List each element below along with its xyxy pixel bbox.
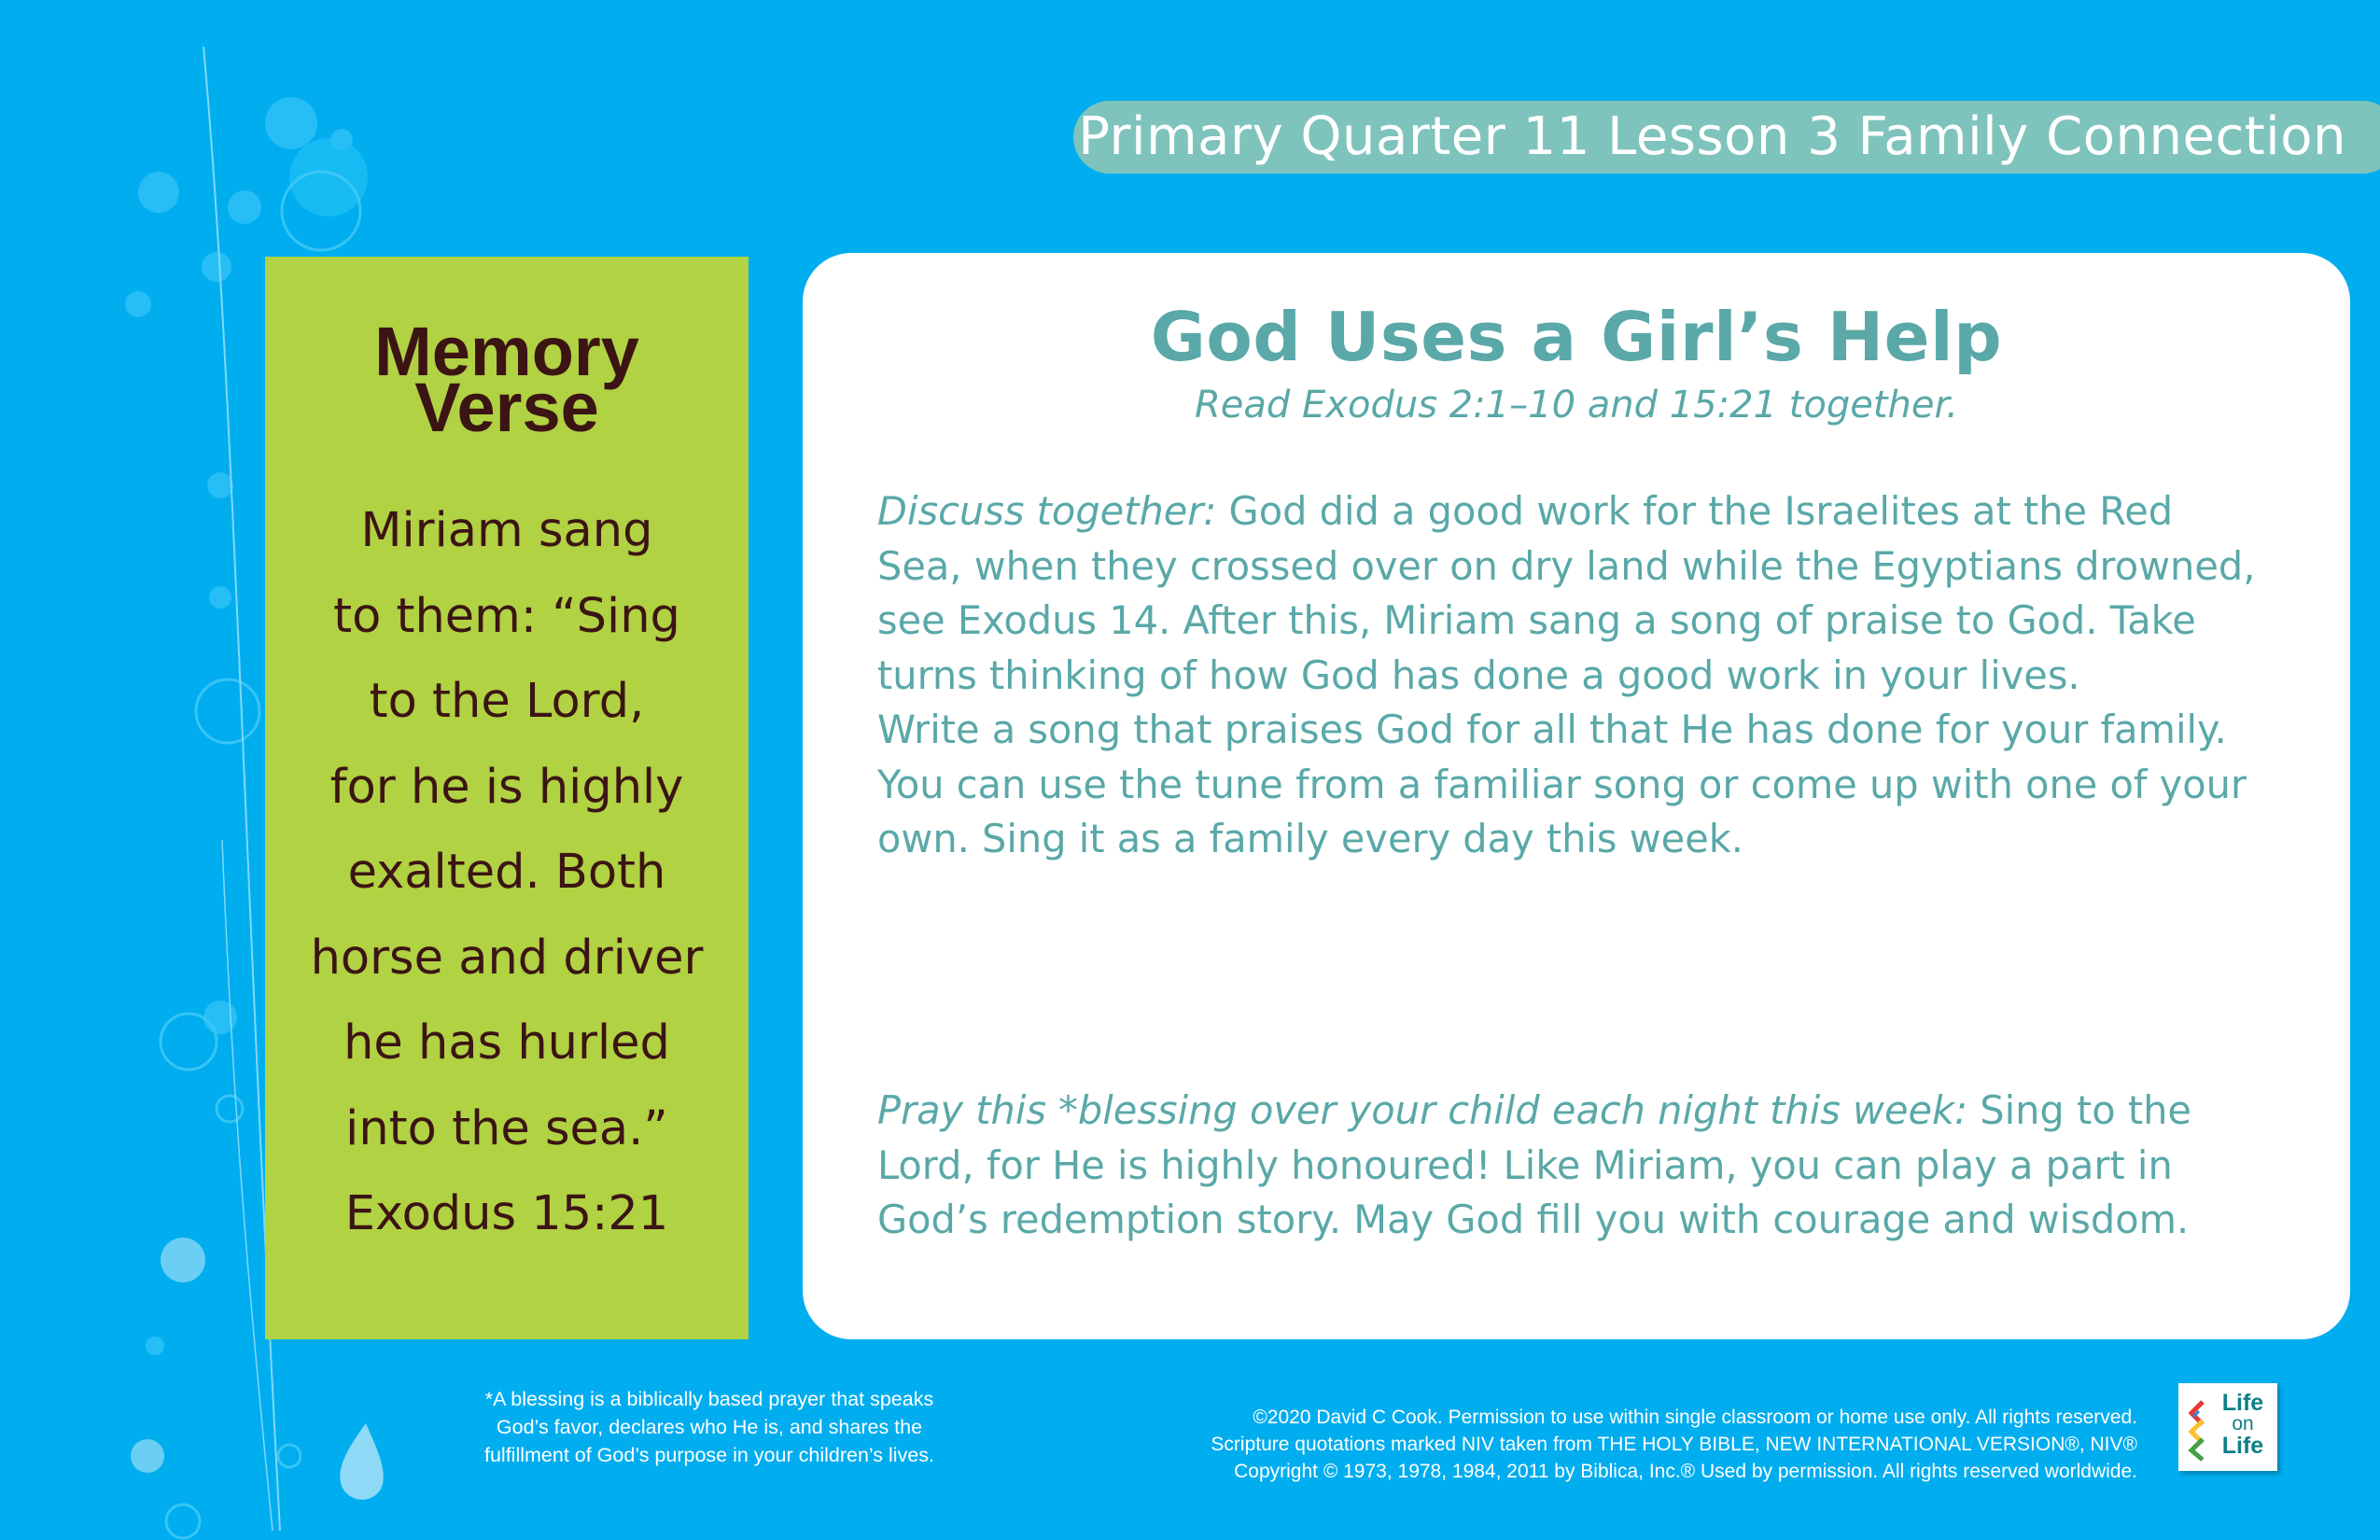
discuss-label: Discuss together:: [877, 488, 1217, 534]
verse-line: to them: “Sing: [333, 588, 680, 644]
logo-line: Life: [2221, 1390, 2264, 1416]
verse-line: for he is highly: [329, 759, 684, 815]
logo-line: Life: [2221, 1433, 2264, 1459]
memory-verse-text: [265, 488, 749, 1257]
activity-paragraph: [877, 703, 2315, 867]
memory-title-line: Memory: [374, 313, 639, 390]
copyright-notice: [1211, 1404, 2137, 1485]
memory-title-line: Verse: [414, 369, 599, 446]
discuss-paragraph: [877, 484, 2315, 703]
footnote-line: God’s favor, declares who He is, and shares the: [496, 1416, 923, 1438]
header-title: Primary Quarter 11 Lesson 3 Family Connection: [1078, 106, 2346, 167]
prayer-paragraph: [877, 1084, 2315, 1248]
paragraph-line: [877, 1084, 2315, 1139]
lesson-card: [803, 253, 2350, 1339]
verse-line: to the Lord,: [369, 674, 645, 729]
prayer-label: Pray this *blessing over your child each night this week:: [877, 1087, 1968, 1133]
paragraph-line: [877, 484, 2315, 539]
paragraph-line: turns thinking of how God has done a good work in your lives.: [877, 651, 2080, 698]
verse-line: horse and driver: [310, 930, 704, 986]
footnote-line: fulfillment of God’s purpose in your children’s lives.: [484, 1444, 934, 1466]
memory-verse-panel: [265, 257, 749, 1339]
footnote-line: *A blessing is a biblically based prayer that speaks: [484, 1388, 934, 1410]
logo-text: [2212, 1391, 2274, 1458]
paragraph-text: Sing to the: [1967, 1087, 2191, 1133]
verse-line: Miriam sang: [360, 503, 653, 558]
paragraph-line: Write a song that praises God for all that He has done for your family.: [877, 707, 2227, 752]
paragraph-line: Sea, when they crossed over on dry land while the Egyptians drowned,: [877, 542, 2256, 589]
logo-stripes-icon: [2186, 1400, 2210, 1462]
header-banner: [1073, 101, 2380, 174]
paragraph-line: God’s redemption story. May God fill you with courage and wisdom.: [877, 1197, 2190, 1242]
memory-verse-title: [265, 313, 749, 446]
verse-reference: Exodus 15:21: [344, 1186, 669, 1241]
lesson-subtitle: Read Exodus 2:1–10 and 15:21 together.: [1195, 384, 1958, 427]
droplet-icon: [340, 1423, 384, 1500]
blessing-footnote: [467, 1385, 952, 1469]
verse-line: into the sea.”: [345, 1100, 668, 1156]
paragraph-line: own. Sing it as a family every day this week.: [877, 816, 1743, 861]
lesson-title: God Uses a Girl’s Help: [1150, 298, 2003, 376]
copyright-line: ©2020 David C Cook. Permission to use within single classroom or home use only. All rights reserved.: [1253, 1407, 2137, 1428]
paragraph-line: see Exodus 14. After this, Miriam sang a song of praise to God. Take: [877, 597, 2196, 643]
paragraph-line: You can use the tune from a familiar song or come up with one of your: [877, 761, 2247, 807]
logo-line: on: [2232, 1413, 2254, 1435]
life-on-life-logo: [2178, 1383, 2277, 1471]
copyright-line: Scripture quotations marked NIV taken from THE HOLY BIBLE, NEW INTERNATIONAL VERSION®, NIV®: [1211, 1434, 2137, 1455]
verse-line: exalted. Both: [347, 845, 666, 900]
paragraph-line: Lord, for He is highly honoured! Like Miriam, you can play a part in: [877, 1141, 2173, 1188]
verse-line: he has hurled: [343, 1015, 670, 1071]
copyright-line: Copyright © 1973, 1978, 1984, 2011 by Biblica, Inc.® Used by permission. All rights reserved worldwide.: [1234, 1461, 2137, 1482]
paragraph-text: God did a good work for the Israelites at the Red: [1216, 488, 2174, 534]
